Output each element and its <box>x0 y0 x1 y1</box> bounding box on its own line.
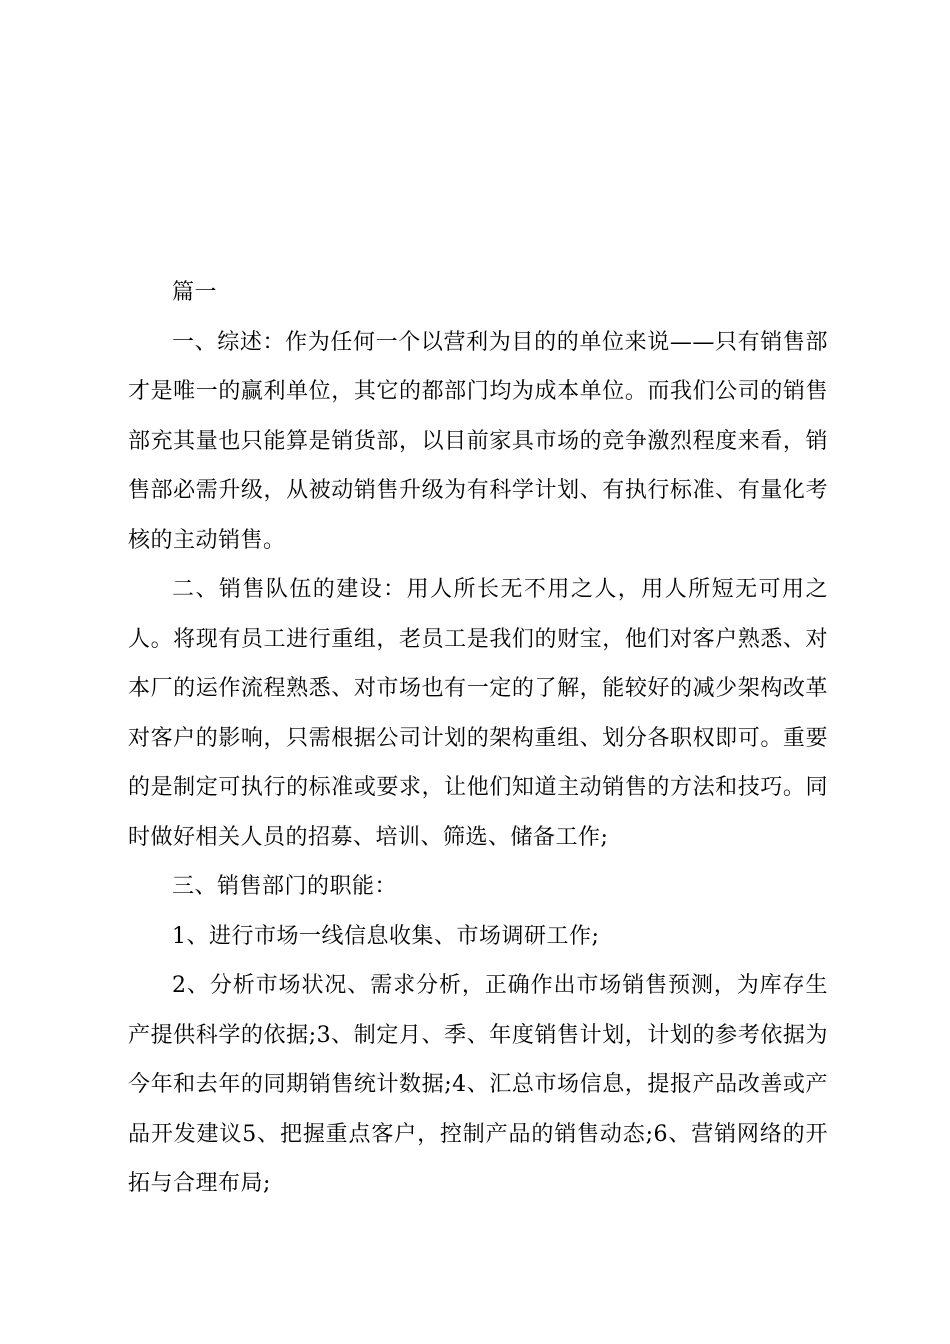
paragraph-function-2-6: 2、分析市场状况、需求分析，正确作出市场销售预测，为库存生产提供科学的依据;3、制定月、季、年度销售计划，计划的参考依据为今年和去年的同期销售统计数据;4、汇总市场信息，提报产品改善或产品开发建议5、把握重点客户，控制产品的销售动态;6、营销网络的开拓与合理布局; <box>128 973 828 1196</box>
section-heading: 篇一 <box>172 280 218 305</box>
paragraph-functions-heading: 三、销售部门的职能： <box>172 874 398 899</box>
paragraph-function-1: 1、进行市场一线信息收集、市场调研工作; <box>172 923 600 949</box>
paragraph-overview: 一、综述：作为任何一个以营利为目的的单位来说——只有销售部才是唯一的赢利单位，其它的都部门均为成本单位。而我们公司的销售部充其量也只能算是销货部，以目前家具市场的竞争激烈程度来看，销售部必需升级，从被动销售升级为有科学计划、有执行标准、有量化考核的主动销售。 <box>128 329 828 553</box>
paragraph-team-building: 二、销售队伍的建设：用人所长无不用之人，用人所短无可用之人。将现有员工进行重组，老员工是我们的财宝，他们对客户熟悉、对本厂的运作流程熟悉、对市场也有一定的了解，能较好的减少架构改革对客户的影响，只需根据公司计划的架构重组、划分各职权即可。重要的是制定可执行的标准或要求，让他们知道主动销售的方法和技巧。同时做好相关人员的招募、培训、筛选、储备工作; <box>128 577 828 850</box>
document-body <box>128 268 828 1209</box>
